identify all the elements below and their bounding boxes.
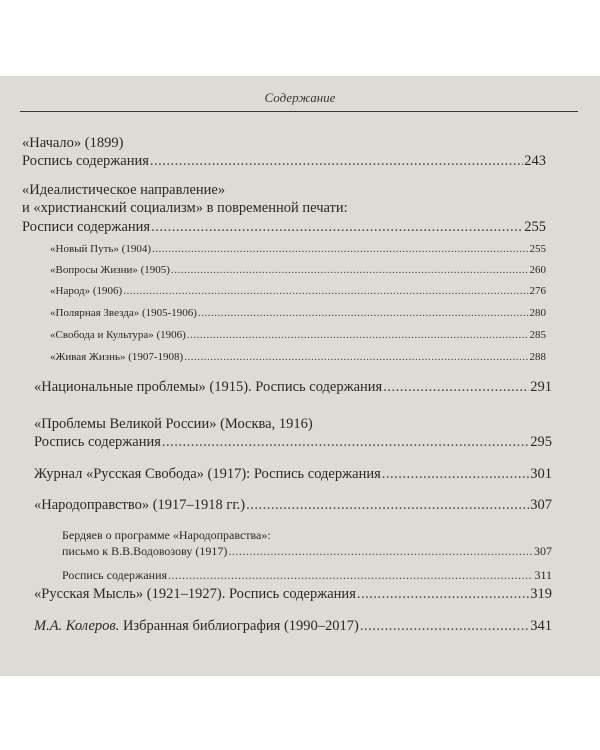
leader-dots <box>168 567 533 583</box>
leader-dots <box>198 306 529 321</box>
toc-entry-velikoy-rossii-title: «Проблемы Великой России» (Москва, 1916) <box>34 416 313 432</box>
toc-label: письмо к В.В.Водовозову (1917) <box>62 544 228 558</box>
toc-label: «Свобода и Культура» (1906) <box>50 329 186 341</box>
toc-subentry-svoboda-i-kultura[interactable] <box>50 328 546 343</box>
toc-entry-kolerov[interactable] <box>34 617 552 635</box>
leader-dots <box>383 378 529 396</box>
toc-subentry-voprosy-zhizni[interactable] <box>50 263 546 278</box>
toc-label: «Живая Жизнь» (1907-1908) <box>50 351 184 363</box>
toc-label: Роспись содержания <box>34 434 161 450</box>
toc-subentry-narod[interactable] <box>50 284 546 299</box>
toc-entry-russkaya-mysl[interactable] <box>34 585 552 603</box>
toc-label: Роспись содержания <box>22 153 149 169</box>
page-number: 307 <box>534 544 552 558</box>
toc-subentry-rospis[interactable] <box>62 567 552 583</box>
page-number: 280 <box>529 307 546 319</box>
leader-dots <box>357 585 529 603</box>
page-number: 295 <box>530 434 552 450</box>
toc-label: «Народоправство» (1917–1918 гг.) <box>34 497 246 513</box>
toc-entry-russkaya-svoboda[interactable] <box>34 465 552 483</box>
page-number: 285 <box>529 329 546 341</box>
leader-dots <box>123 284 528 299</box>
toc-label: «Полярная Звезда» (1905-1906) <box>50 307 197 319</box>
leader-dots <box>151 218 523 236</box>
leader-dots <box>152 242 528 257</box>
toc-entry-natsionalnye-problemy[interactable] <box>34 378 552 396</box>
page-number: 288 <box>529 351 546 363</box>
toc-subentry-noviy-put[interactable] <box>50 242 546 257</box>
toc-label: Журнал «Русская Свобода» (1917): Роспись содержания <box>34 466 381 482</box>
author-name: М.А. Колеров. <box>34 618 120 634</box>
toc-subentry-polyarnaya-zvezda[interactable] <box>50 306 546 321</box>
page-number: 255 <box>524 219 546 235</box>
page-number: 341 <box>530 618 552 634</box>
page-number: 307 <box>530 497 552 513</box>
toc-entry-velikoy-rossii[interactable] <box>34 433 552 451</box>
bibliography-title: Избранная библиография (1990–2017) <box>122 618 359 634</box>
leader-dots <box>150 152 523 170</box>
toc-entry-ideal[interactable] <box>22 218 546 236</box>
toc-label: «Новый Путь» (1904) <box>50 243 152 255</box>
toc-entry-nachalo-title: «Начало» (1899) <box>22 135 124 151</box>
toc-label: Роспись содержания <box>62 568 168 582</box>
page-number: 243 <box>524 153 546 169</box>
page-number: 255 <box>529 243 546 255</box>
toc-label: Росписи содержания <box>22 219 151 235</box>
toc-entry-narodopravstvo[interactable] <box>34 496 552 514</box>
toc-entry-ideal-title-1: «Идеалистическое направление» <box>22 182 226 198</box>
page-number: 311 <box>534 568 552 582</box>
toc-subentry-berdyaev-title: Бердяев о программе «Народоправства»: <box>62 528 271 542</box>
toc-label <box>34 617 359 635</box>
page-number: 301 <box>530 466 552 482</box>
toc-label: «Русская Мысль» (1921–1927). Роспись содержания <box>34 586 356 602</box>
page-number: 291 <box>530 379 552 395</box>
page-number: 260 <box>529 264 546 276</box>
header-rule <box>20 111 578 112</box>
toc-entry-nachalo[interactable] <box>22 152 546 170</box>
toc-label: «Национальные проблемы» (1915). Роспись содержания <box>34 379 383 395</box>
running-head: Содержание <box>264 90 336 105</box>
toc-subentry-berdyaev[interactable] <box>62 543 552 559</box>
toc-entry-ideal-title-2: и «христианский социализм» в повременной печати: <box>22 200 348 216</box>
leader-dots <box>187 328 529 343</box>
toc-label: «Вопросы Жизни» (1905) <box>50 264 170 276</box>
leader-dots <box>246 496 529 514</box>
leader-dots <box>228 543 533 559</box>
toc-label: «Народ» (1906) <box>50 285 123 297</box>
leader-dots <box>382 465 529 483</box>
book-page <box>0 76 600 676</box>
page-number: 319 <box>530 586 552 602</box>
leader-dots <box>360 617 529 635</box>
leader-dots <box>184 350 528 365</box>
page-number: 276 <box>529 285 546 297</box>
toc-subentry-zhivaya-zhizn[interactable] <box>50 350 546 365</box>
leader-dots <box>162 433 529 451</box>
leader-dots <box>171 263 529 278</box>
